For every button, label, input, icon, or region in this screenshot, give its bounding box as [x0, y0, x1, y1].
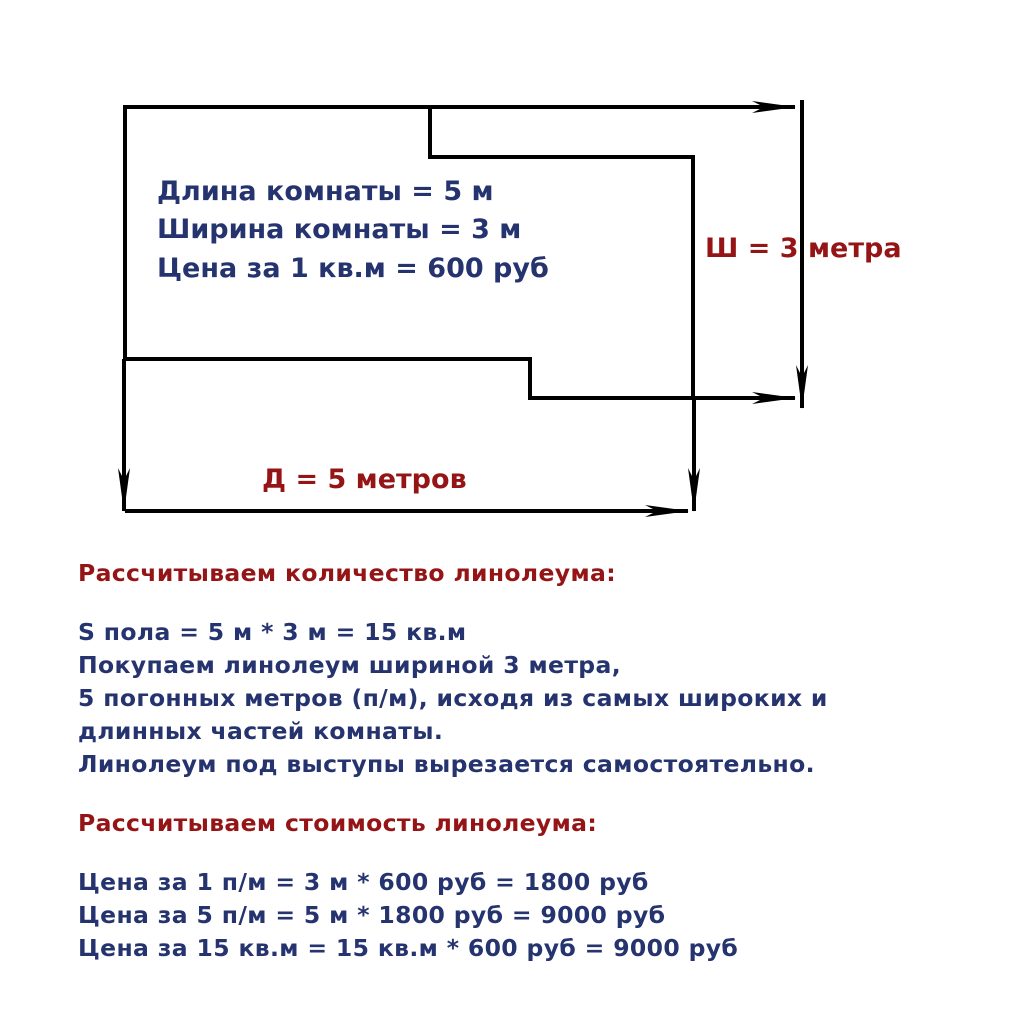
cost-line: Цена за 15 кв.м = 15 кв.м * 600 руб = 9000 руб	[78, 934, 739, 962]
cost-heading: Рассчитываем стоимость линолеума:	[78, 809, 598, 837]
room-width-text: Ширина комнаты = 3 м	[157, 214, 522, 245]
quantity-line: Линолеум под выступы вырезается самостоятельно.	[78, 750, 815, 778]
cost-line: Цена за 5 п/м = 5 м * 1800 руб = 9000 руб	[78, 901, 666, 929]
room-length-text: Длина комнаты = 5 м	[157, 176, 494, 207]
calculation-block	[78, 557, 828, 965]
quantity-line: Покупаем линолеум шириной 3 метра,	[78, 651, 621, 679]
quantity-line: 5 погонных метров (п/м), исходя из самых широких и	[78, 684, 828, 712]
quantity-heading: Рассчитываем количество линолеума:	[78, 559, 616, 587]
quantity-line: длинных частей комнаты.	[78, 717, 444, 745]
width-dimension-label: Ш = 3 метра	[705, 233, 902, 264]
cost-line: Цена за 1 п/м = 3 м * 600 руб = 1800 руб	[78, 868, 649, 896]
room-price-text: Цена за 1 кв.м = 600 руб	[157, 253, 549, 284]
length-dimension-label: Д = 5 метров	[262, 464, 467, 495]
quantity-line: S пола = 5 м * 3 м = 15 кв.м	[78, 618, 467, 646]
